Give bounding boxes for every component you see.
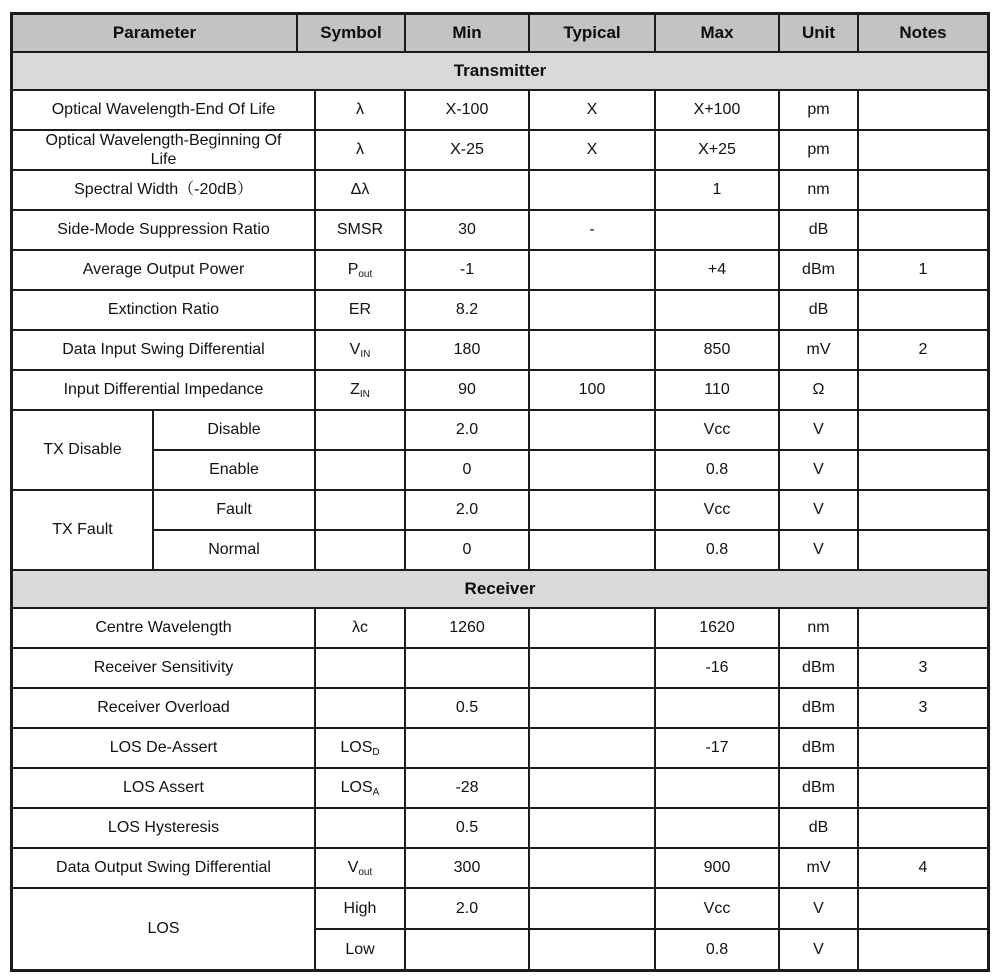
cell-symbol xyxy=(316,649,406,687)
cell-symbol xyxy=(316,291,406,329)
header-cell-parameter: Parameter xyxy=(13,15,298,51)
symbol-subscript: IN xyxy=(360,348,371,360)
table-row xyxy=(13,371,987,411)
symbol-base: SMSR xyxy=(336,221,384,239)
symbol-subscript: out xyxy=(358,866,373,878)
cell-max: X+100 xyxy=(656,91,780,129)
cell-typical: 100 xyxy=(530,371,656,409)
cell-typical xyxy=(530,809,656,847)
symbol xyxy=(350,380,370,399)
cell-unit: pm xyxy=(780,91,859,129)
cell-unit: Ω xyxy=(780,371,859,409)
cell-notes xyxy=(859,729,987,767)
cell-max xyxy=(656,291,780,329)
cell-unit: dBm xyxy=(780,769,859,807)
cell-typical xyxy=(530,451,656,489)
symbol-base: P xyxy=(347,261,359,279)
table-row xyxy=(13,689,987,729)
table-row xyxy=(13,331,987,371)
table-row xyxy=(13,809,987,849)
header-cell-symbol: Symbol xyxy=(298,15,406,51)
cell-unit: V xyxy=(780,930,859,969)
cell-unit: dB xyxy=(780,291,859,329)
symbol xyxy=(356,100,364,119)
group-subrows xyxy=(154,411,987,489)
symbol-subscript: out xyxy=(358,268,373,280)
cell-unit: nm xyxy=(780,609,859,647)
symbol-base: Z xyxy=(350,381,360,399)
cell-notes: 3 xyxy=(918,659,928,677)
table-header-row xyxy=(13,15,987,53)
cell-notes xyxy=(859,930,987,969)
cell-unit: dB xyxy=(780,809,859,847)
cell-sublabel: Enable xyxy=(154,451,316,489)
cell-unit: mV xyxy=(780,331,859,369)
cell-sublabel: Low xyxy=(316,930,406,969)
cell-symbol xyxy=(316,251,406,289)
cell-max: 0.8 xyxy=(656,531,780,569)
cell-unit: pm xyxy=(780,131,859,169)
cell-parameter: LOS De-Assert xyxy=(13,729,316,767)
table-row xyxy=(13,251,987,291)
header-cell-notes: Notes xyxy=(899,22,947,42)
cell-parameter: Optical Wavelength-Beginning Of Life xyxy=(13,131,316,169)
symbol xyxy=(349,300,371,319)
cell-unit: V xyxy=(780,531,859,569)
cell-min: X-100 xyxy=(406,91,530,129)
symbol xyxy=(351,180,370,199)
cell-typical xyxy=(530,769,656,807)
cell-symbol xyxy=(316,131,406,169)
table-row xyxy=(13,171,987,211)
table-subrow xyxy=(154,411,987,451)
cell-parameter: LOS Hysteresis xyxy=(13,809,316,847)
cell-notes: 4 xyxy=(918,859,928,877)
cell-notes xyxy=(859,371,987,409)
cell-parameter: Extinction Ratio xyxy=(13,291,316,329)
cell-parameter: Data Output Swing Differential xyxy=(13,849,316,887)
cell-notes xyxy=(859,531,987,569)
cell-symbol xyxy=(316,531,406,569)
cell-symbol xyxy=(316,411,406,449)
symbol xyxy=(352,618,368,637)
cell-typical xyxy=(530,609,656,647)
cell-notes xyxy=(859,171,987,209)
group-subrows xyxy=(154,491,987,569)
cell-min: 300 xyxy=(406,849,530,887)
cell-min: 2.0 xyxy=(406,889,530,928)
cell-unit: V xyxy=(780,491,859,529)
group-subrows xyxy=(316,889,987,969)
cell-typical xyxy=(530,291,656,329)
cell-min xyxy=(406,729,530,767)
cell-typical xyxy=(530,251,656,289)
cell-parameter: Average Output Power xyxy=(13,251,316,289)
cell-notes xyxy=(859,291,987,329)
cell-notes xyxy=(859,889,987,928)
cell-min xyxy=(406,649,530,687)
cell-sublabel: Disable xyxy=(154,411,316,449)
cell-max xyxy=(656,689,780,727)
cell-typical xyxy=(530,689,656,727)
section-title: Transmitter xyxy=(453,60,547,80)
cell-min: 0 xyxy=(406,531,530,569)
table-subrow xyxy=(316,889,987,930)
cell-parameter: Receiver Sensitivity xyxy=(13,649,316,687)
cell-max: 0.8 xyxy=(656,451,780,489)
cell-symbol xyxy=(316,809,406,847)
table-group-row xyxy=(13,491,987,571)
symbol-base: LOS xyxy=(340,779,373,797)
cell-min xyxy=(406,171,530,209)
cell-parameter: Centre Wavelength xyxy=(13,609,316,647)
cell-min: 90 xyxy=(406,371,530,409)
table-row xyxy=(13,291,987,331)
table-subrow xyxy=(154,491,987,531)
header-cell-min: Min xyxy=(406,15,530,51)
symbol-base: LOS xyxy=(340,739,373,757)
cell-sublabel: High xyxy=(316,889,406,928)
table-row xyxy=(13,649,987,689)
symbol xyxy=(356,140,364,159)
cell-min: 1260 xyxy=(406,609,530,647)
cell-min: 30 xyxy=(406,211,530,249)
symbol-base: λc xyxy=(352,619,368,637)
cell-max: 1 xyxy=(656,171,780,209)
table-group-row xyxy=(13,411,987,491)
cell-min: -1 xyxy=(406,251,530,289)
cell-symbol xyxy=(316,91,406,129)
cell-symbol xyxy=(316,171,406,209)
cell-unit: dBm xyxy=(780,649,859,687)
cell-max xyxy=(656,211,780,249)
cell-notes xyxy=(859,491,987,529)
cell-notes: 3 xyxy=(918,699,928,717)
table-row xyxy=(13,131,987,171)
cell-unit: mV xyxy=(780,849,859,887)
table-subrow xyxy=(154,451,987,489)
cell-min: 8.2 xyxy=(406,291,530,329)
table-row xyxy=(13,849,987,889)
cell-parameter: Input Differential Impedance xyxy=(13,371,316,409)
cell-notes xyxy=(859,451,987,489)
cell-symbol xyxy=(316,849,406,887)
cell-notes xyxy=(859,211,987,249)
group-label-cell: LOS xyxy=(13,889,316,969)
cell-notes xyxy=(859,769,987,807)
cell-typical xyxy=(530,889,656,928)
cell-max: -17 xyxy=(656,729,780,767)
cell-symbol xyxy=(316,331,406,369)
cell-min xyxy=(406,930,530,969)
cell-max: 900 xyxy=(656,849,780,887)
cell-unit: dB xyxy=(780,211,859,249)
symbol xyxy=(340,738,379,757)
cell-notes xyxy=(859,809,987,847)
table-row xyxy=(13,211,987,251)
symbol-base: V xyxy=(349,341,361,359)
table-subrow xyxy=(154,531,987,569)
table-subrow xyxy=(316,930,987,969)
cell-typical xyxy=(530,531,656,569)
cell-max: 850 xyxy=(656,331,780,369)
cell-max: X+25 xyxy=(656,131,780,169)
table-row xyxy=(13,91,987,131)
cell-notes: 1 xyxy=(918,261,928,279)
group-label-cell: TX Disable xyxy=(13,411,154,489)
section-row-transmitter xyxy=(13,53,987,91)
cell-min: -28 xyxy=(406,769,530,807)
cell-max: 1620 xyxy=(656,609,780,647)
cell-min: 0.5 xyxy=(406,809,530,847)
section-title: Receiver xyxy=(464,578,536,598)
symbol xyxy=(348,858,373,877)
cell-sublabel: Fault xyxy=(154,491,316,529)
table-row xyxy=(13,729,987,769)
cell-notes xyxy=(859,131,987,169)
header-cell-typical: Typical xyxy=(530,15,656,51)
cell-symbol xyxy=(316,451,406,489)
cell-max: -16 xyxy=(656,649,780,687)
symbol-subscript: IN xyxy=(359,388,370,400)
cell-max: Vcc xyxy=(656,411,780,449)
cell-sublabel: Normal xyxy=(154,531,316,569)
cell-typical: X xyxy=(530,131,656,169)
symbol xyxy=(341,778,380,797)
cell-unit: V xyxy=(780,889,859,928)
symbol xyxy=(348,260,373,279)
cell-max xyxy=(656,769,780,807)
cell-unit: dBm xyxy=(780,729,859,767)
cell-typical xyxy=(530,849,656,887)
section-row-receiver xyxy=(13,571,987,609)
cell-symbol xyxy=(316,729,406,767)
cell-typical xyxy=(530,930,656,969)
cell-symbol xyxy=(316,609,406,647)
cell-unit: V xyxy=(780,451,859,489)
symbol-subscript: A xyxy=(372,786,380,798)
cell-parameter: Side-Mode Suppression Ratio xyxy=(13,211,316,249)
cell-max: 110 xyxy=(656,371,780,409)
header-cell-unit: Unit xyxy=(780,15,859,51)
cell-max: Vcc xyxy=(656,889,780,928)
cell-max: +4 xyxy=(656,251,780,289)
cell-notes: 2 xyxy=(918,341,928,359)
cell-min: 0.5 xyxy=(406,689,530,727)
cell-min: 2.0 xyxy=(406,491,530,529)
cell-parameter: Data Input Swing Differential xyxy=(13,331,316,369)
symbol-subscript: D xyxy=(372,746,380,758)
cell-min: 180 xyxy=(406,331,530,369)
symbol xyxy=(350,340,371,359)
cell-typical xyxy=(530,171,656,209)
cell-symbol xyxy=(316,371,406,409)
spec-table xyxy=(10,12,990,972)
cell-symbol xyxy=(316,689,406,727)
cell-unit: dBm xyxy=(780,251,859,289)
cell-notes xyxy=(859,91,987,129)
cell-min: 0 xyxy=(406,451,530,489)
cell-max: 0.8 xyxy=(656,930,780,969)
symbol-base: V xyxy=(347,859,359,877)
cell-notes xyxy=(859,411,987,449)
cell-typical xyxy=(530,411,656,449)
symbol xyxy=(337,220,383,239)
cell-min: 2.0 xyxy=(406,411,530,449)
cell-typical: X xyxy=(530,91,656,129)
cell-parameter: Spectral Width（-20dB） xyxy=(13,171,316,209)
cell-typical xyxy=(530,331,656,369)
table-group-row xyxy=(13,889,987,969)
group-label-cell: TX Fault xyxy=(13,491,154,569)
cell-typical xyxy=(530,649,656,687)
cell-symbol xyxy=(316,769,406,807)
symbol-base: λ xyxy=(356,141,364,159)
cell-unit: V xyxy=(780,411,859,449)
cell-symbol xyxy=(316,491,406,529)
cell-max xyxy=(656,809,780,847)
table-row xyxy=(13,609,987,649)
header-cell-max: Max xyxy=(656,15,780,51)
cell-max: Vcc xyxy=(656,491,780,529)
symbol-base: ER xyxy=(348,301,372,319)
cell-typical xyxy=(530,491,656,529)
cell-min: X-25 xyxy=(406,131,530,169)
cell-notes xyxy=(859,609,987,647)
cell-unit: dBm xyxy=(780,689,859,727)
cell-symbol xyxy=(316,211,406,249)
cell-typical: - xyxy=(530,211,656,249)
symbol-base: Δλ xyxy=(350,181,370,199)
symbol-base: λ xyxy=(356,101,364,119)
cell-parameter: LOS Assert xyxy=(13,769,316,807)
cell-typical xyxy=(530,729,656,767)
cell-unit: nm xyxy=(780,171,859,209)
cell-parameter: Receiver Overload xyxy=(13,689,316,727)
cell-parameter: Optical Wavelength-End Of Life xyxy=(13,91,316,129)
table-row xyxy=(13,769,987,809)
